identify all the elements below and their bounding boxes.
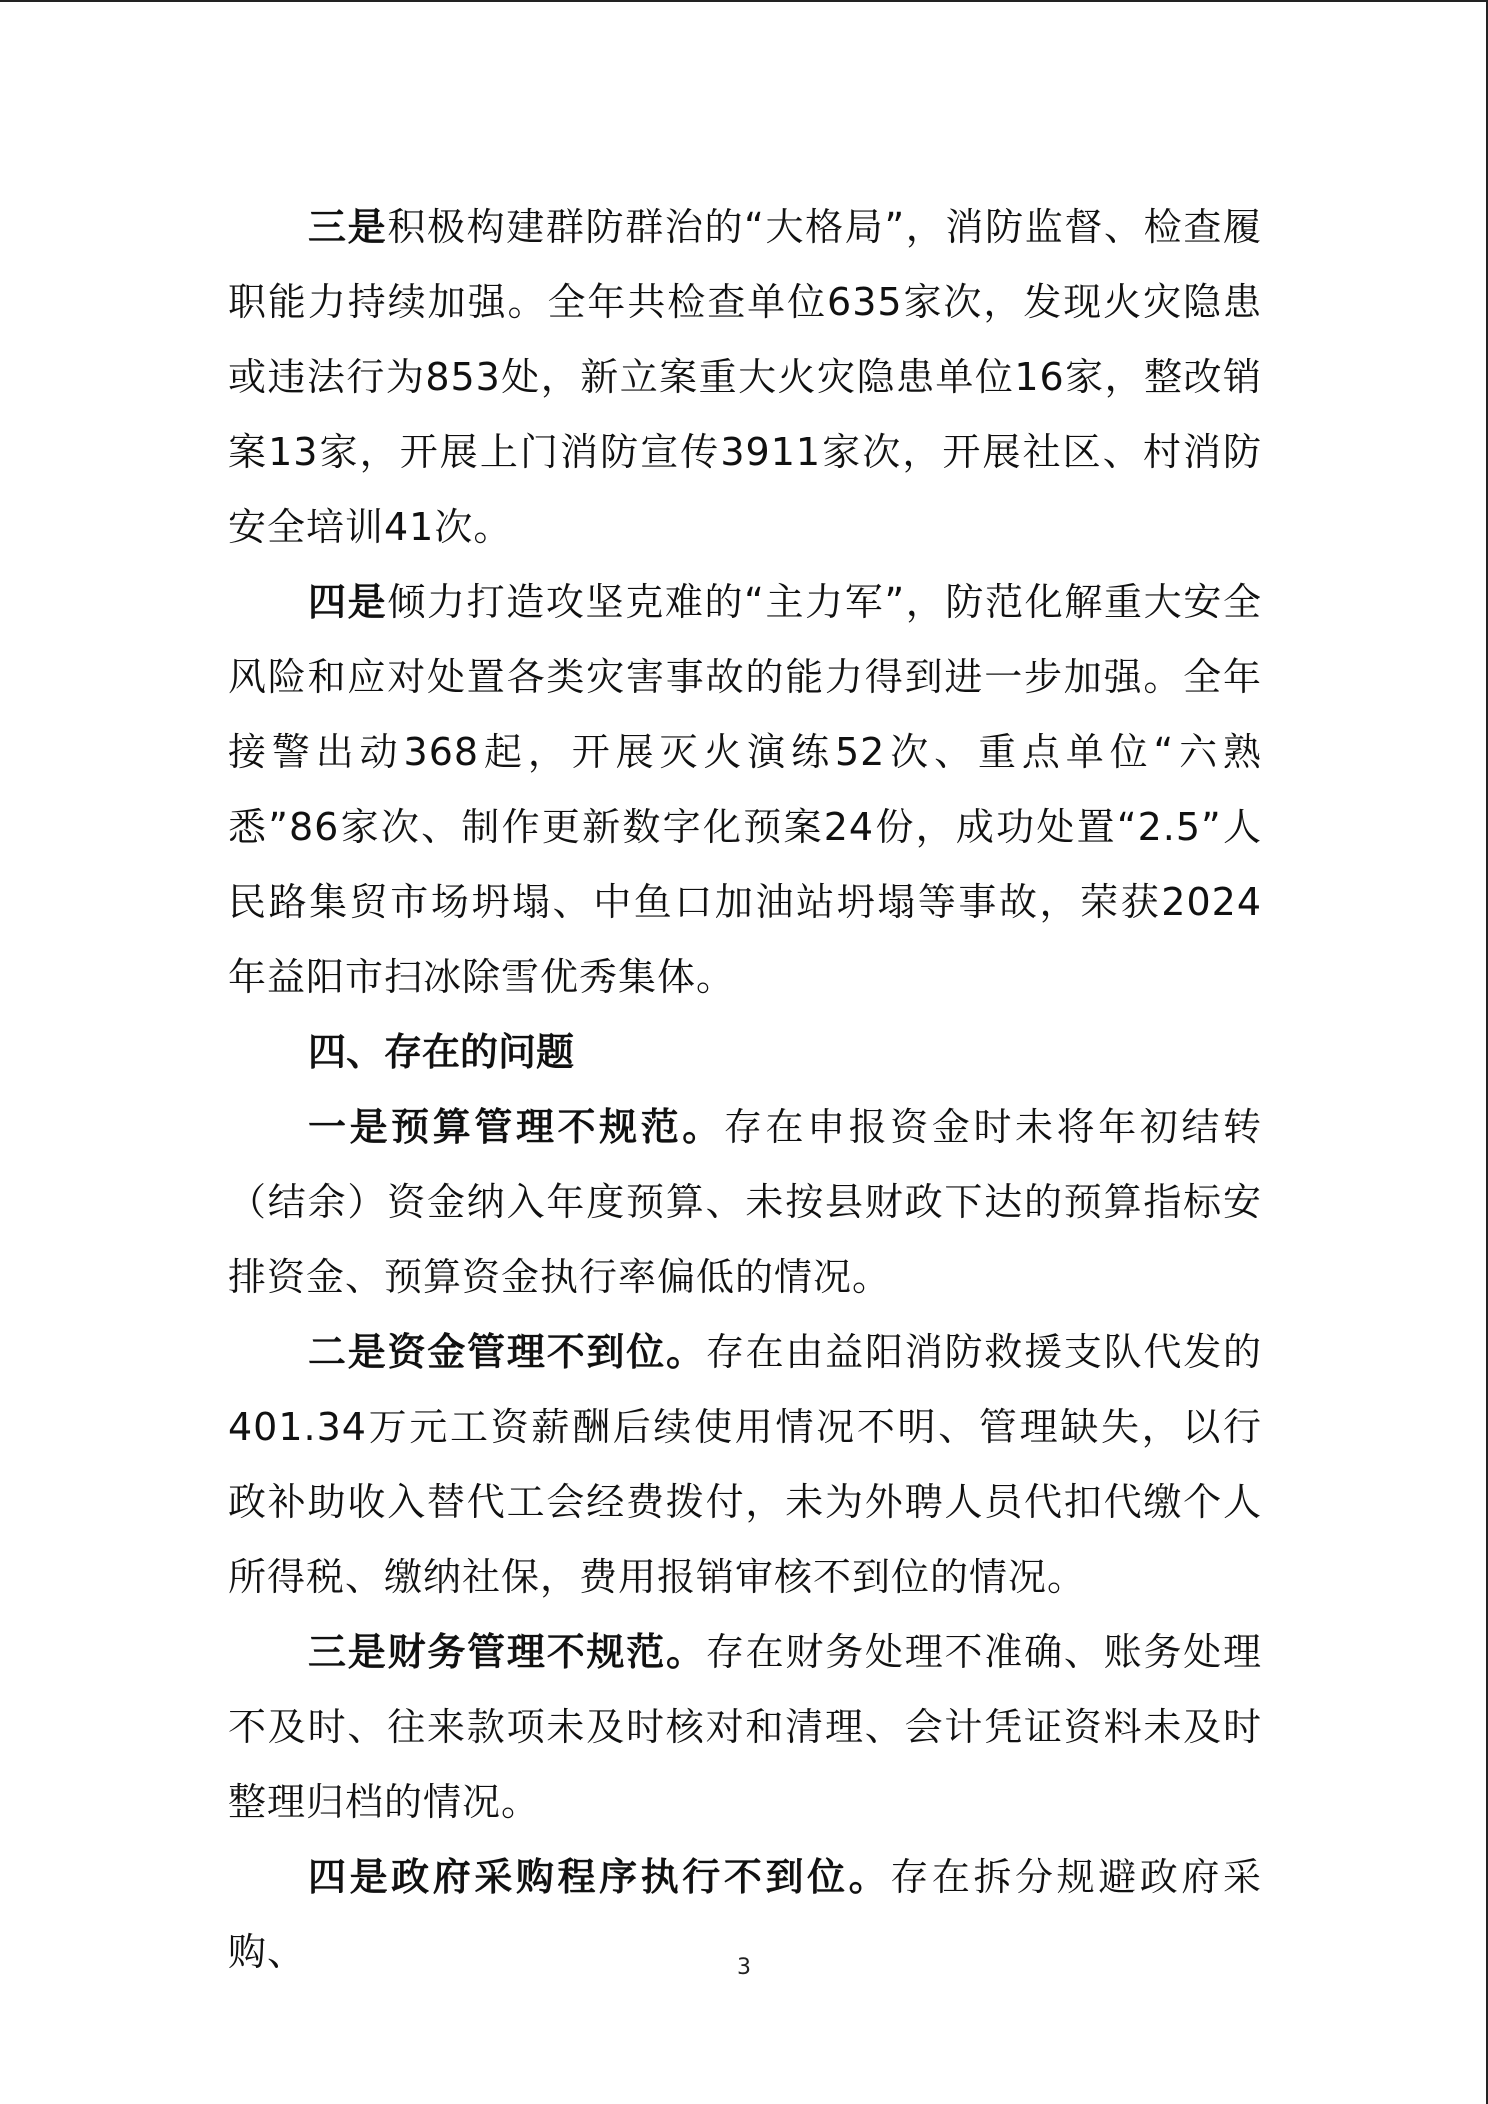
issue-lead: 四是政府采购程序执行不到位。	[308, 1855, 891, 1899]
issue-text: 存在财务处理不准确、账务处理不及时、往来款项未及时核对和清理、会计凭证资料未及时整理归档的情况。	[228, 1630, 1262, 1824]
section-heading-existing-problems: 四、存在的问题	[308, 1030, 575, 1074]
issue-lead: 一是预算管理不规范。	[308, 1105, 724, 1149]
paragraph-text: 积极构建群防群治的“大格局”，消防监督、检查履职能力持续加强。全年共检查单位635家次，发现火灾隐患或违法行为853处，新立案重大火灾隐患单位16家，整改销案13家，开展上门消防宣传3911家次，开展社区、村消防安全培训41次。	[228, 205, 1262, 549]
page-number: 3	[737, 1955, 751, 1980]
paragraph-lead: 四是	[308, 580, 388, 624]
paragraph-text: 倾力打造攻坚克难的“主力军”，防范化解重大安全风险和应对处置各类灾害事故的能力得到进一步加强。全年接警出动368起，开展灭火演练52次、重点单位“六熟悉”86家次、制作更新数字化预案24份，成功处置“2.5”人民路集贸市场坍塌、中鱼口加油站坍塌等事故，荣获2024年益阳市扫冰除雪优秀集体。	[228, 580, 1262, 999]
issue-lead: 三是财务管理不规范。	[308, 1630, 706, 1674]
paragraph-lead: 三是	[308, 205, 388, 249]
issue-lead: 二是资金管理不到位。	[308, 1330, 706, 1374]
paragraph-emergency-response	[228, 565, 1262, 1015]
issue-fund-management	[228, 1315, 1262, 1615]
issue-text: 存在申报资金时未将年初结转（结余）资金纳入年度预算、未按县财政下达的预算指标安排资金、预算资金执行率偏低的情况。	[228, 1105, 1262, 1299]
issue-financial-management	[228, 1615, 1262, 1840]
paragraph-community-fire-safety	[228, 190, 1262, 565]
issue-text: 存在拆分规避政府采购、	[228, 1855, 1262, 1974]
document-body	[228, 190, 1262, 1990]
issue-budget-management	[228, 1090, 1262, 1315]
issue-text: 存在由益阳消防救援支队代发的401.34万元工资薪酬后续使用情况不明、管理缺失，以行政补助收入替代工会经费拨付，未为外聘人员代扣代缴个人所得税、缴纳社保，费用报销审核不到位的情况。	[228, 1330, 1262, 1599]
